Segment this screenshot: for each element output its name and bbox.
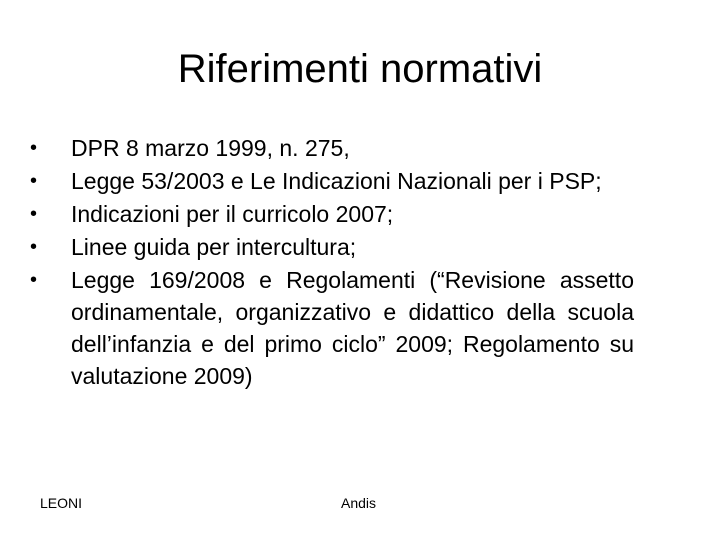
- list-item: [30, 231, 634, 263]
- bullet-marker: •: [30, 269, 38, 291]
- list-item: [30, 132, 634, 164]
- slide-title: Riferimenti normativi: [177, 47, 543, 91]
- list-item-text: Legge 53/2003 e Le Indicazioni Nazionali per i PSP;: [71, 168, 602, 194]
- list-item-text: Legge 169/2008 e Regolamenti (“Revisione assetto ordinamentale, organizzativo e didattico della scuola dell’infanzia e del primo ciclo” 2009; Regolamento su valutazione 2009): [71, 267, 634, 389]
- bullet-marker: •: [30, 203, 38, 225]
- footer-organization: Andis: [341, 495, 377, 511]
- list-item-text: DPR 8 marzo 1999, n. 275,: [71, 135, 350, 161]
- bullet-marker: •: [30, 137, 38, 159]
- list-item: [30, 264, 634, 392]
- list-item: [30, 198, 634, 230]
- bullet-marker: •: [30, 170, 38, 192]
- list-item-text: Linee guida per intercultura;: [71, 234, 357, 260]
- bullet-marker: •: [30, 236, 38, 258]
- list-item: [30, 165, 634, 197]
- bullet-list: [30, 132, 634, 393]
- footer-author: LEONI: [40, 495, 83, 511]
- list-item-text: Indicazioni per il curricolo 2007;: [71, 201, 394, 227]
